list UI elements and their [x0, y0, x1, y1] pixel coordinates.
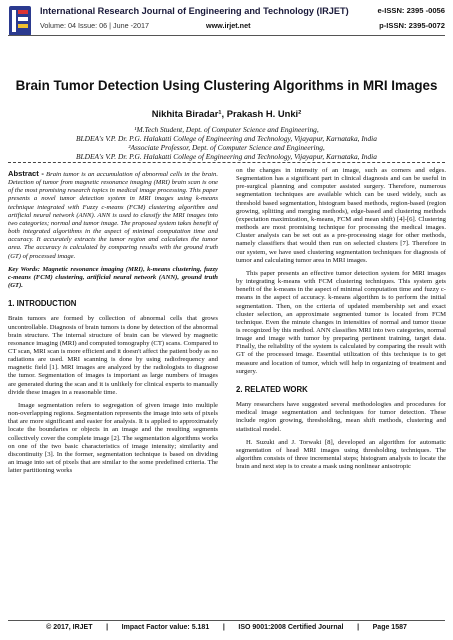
journal-name: International Research Journal of Engineering and Technology (IRJET): [40, 6, 349, 16]
right-column: [236, 167, 446, 476]
eissn: e-ISSN: 2395 -0056: [377, 6, 445, 15]
abstract-label: Abstract -: [8, 169, 44, 178]
intro-paragraph-2: Image segmentation refers to segregation of given image into multiple non-overlapping regions. Segmentation represents the image into sets of pixels that are more significant and easier for analysis. It is applied to approximately locate the boundaries or objects in an image and the resulting segments collectively cover the complete image [2]. The segmentation algorithms works on one of the two basic characteristics of image intensity; similarity and discontinuity [3]. In the former, segmentation technique is based on dividing an image into set of pixels that are similar to the some predefined criteria. The latter partitioning works: [8, 401, 218, 475]
section-heading-introduction: 1. INTRODUCTION: [8, 299, 77, 309]
volume-issue: Volume: 04 Issue: 06 | June -2017: [40, 21, 149, 30]
journal-url[interactable]: www.irjet.net: [206, 21, 251, 30]
left-column: [8, 170, 218, 480]
paper-title: Brain Tumor Detection Using Clustering Algorithms in MRI Images: [15, 78, 438, 93]
affiliation-2: BLDEA's V.P. Dr. P.G. Halakatti College of Engineering and Technology, Vijayapur, Karnataka, India: [76, 134, 377, 143]
footer-divider: [8, 620, 445, 621]
intro-paragraph-1: Brain tumors are formed by collection of abnormal cells that grows uncontrollable. Diagnosis of brain tumors is done by detection of the abnormal brain structure. The internal structure of brain can be viewed by magnetic resonance imaging (MRI) and computed tomography (CT) scans. Compared to CT scan, MRI scan is more efficient and it doesn't affect the patient body as no radiations are used. MRI scanning is done by using radiofrequency and magnetic field [1]. MRI images are analyzed by the radiologists to diagnose the tumor. Segmentation of images is important as large numbers of images are generated during the scan and it is unlikely for clinical experts to manually divide these images in a reasonable time.: [8, 315, 218, 396]
header-divider: [8, 35, 445, 36]
keywords-label: Key Words:: [8, 265, 40, 273]
page-footer: © 2017, IRJET | Impact Factor value: 5.181 | ISO 9001:2008 Certified Journal | Page 1587: [46, 624, 407, 631]
affiliation-1: ¹M.Tech Student, Dept. of Computer Science and Engineering,: [134, 125, 319, 134]
affiliation-3: ²Associate Professor, Dept. of Computer Science and Engineering,: [128, 143, 325, 152]
authors: Nikhita Biradar¹, Prakash H. Unki²: [151, 108, 302, 119]
abstract-text: Brain tumor is an accumulation of abnormal cells in the brain. Detection of tumor from magnetic resonance imaging (MRI) brain scan is one of the most promising research topics in medical image processing. This paper presents a novel tumor detection system in MRI images using k-means technique integrated with Fuzzy c-means (FCM) clustering algorithm and artificial neural network (ANN). ANN is used to classify the MRI images into two categories; normal and tumor image. The proposed system takes benefit of both integrated algorithms in the aspect of minimal computation time and accuracy. It accurately extracts the tumor region and calculates the tumor area. The accuracy is calculated by comparing results with the ground truth (GT) of processed image.: [8, 171, 218, 260]
affiliation-4: BLDEA's V.P. Dr. P.G. Halakatti College of Engineering and Technology, Vijayapur, Karnataka, India: [76, 152, 377, 161]
keywords-text: Magnetic resonance imaging (MRI), k-means clustering, fuzzy c-means (FCM) clustering, artificial neural network (ANN), ground truth (GT).: [8, 265, 218, 290]
intro-paragraph-4: This paper presents an effective tumor detection system for MRI images by integrating k-means with FCM clustering techniques. This system gets benefit of the k-means in the aspect of minimal computation time and fuzzy c-means in the aspect of accuracy. k-means algorithm is to perform the initial segmentation. Then, on the criteria of updated membership set and exact cluster selection, an approximate segmented tumor is located from FCM technique. Even the minute changes in intensities of normal and tumor tissue is recognized by this method. ANN classifies MRI into two categories, normal image and image with tumor by preparing pertinent training, target data. Finally, the reliability of the system is calculated by comparing the result with GT of the processed image. Essential utilization of this technique is to get measure and location of tumor, which will help in organizing of treatment and surgery.: [236, 269, 446, 375]
pissn: p-ISSN: 2395-0072: [379, 21, 445, 30]
abstract: [8, 170, 218, 261]
intro-paragraph-3: on the changes in intensity of an image, such as corners and edges. Segmentation has a significant part in clinical diagnosis and can be useful in pre-surgical planning and computer assisted surgery. Therefore, numerous segmentation techniques are available which can be used widely, such as threshold based segmentation, histogram based methods, region-based (region growing, splitting and merging methods), edge-based and clustering methods (expectation maximization, k-means, FCM and mean shift) [4]-[6]. Clustering methods are most promising technique for processing the medical images. Cluster analysis can be set out as a pre-processing stage for other methods, namely classifiers that would then run on selected clusters [7]. Therefore in our system, we have used clustering segmentation techniques for diagnosis of tumor and calculating tumor area in MRI images.: [236, 167, 446, 264]
section-heading-related-work: 2. RELATED WORK: [236, 384, 308, 394]
related-paragraph-1: Many researchers have suggested several methodologies and procedures for medical image segmentation and techniques for tumor detection. These include region growing, thresholding, mean shift methods, clustering and statistical model.: [236, 401, 446, 433]
keywords: [8, 266, 218, 290]
irjet-logo: [8, 4, 32, 38]
related-paragraph-2: H. Suzuki and J. Torwaki [8], developed an algorithm for automatic segmentation of head MRI images using thresholding techniques. The algorithm consists of three incremental steps; histogram analysis to locate the brain and next step is to create a mask using nonlinear anisotropic: [236, 438, 446, 471]
title-divider: [8, 162, 445, 163]
